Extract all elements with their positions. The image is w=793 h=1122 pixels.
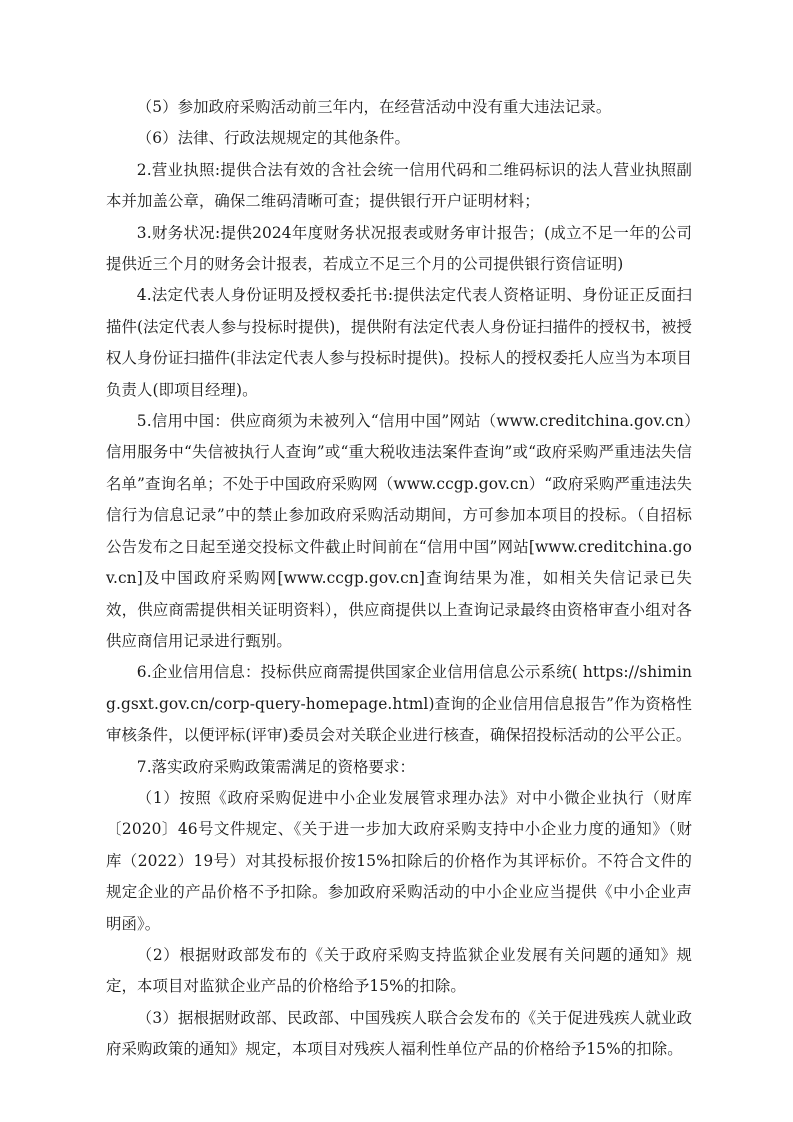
- paragraph-disabled-welfare: （3）据根据财政部、民政部、中国残疾人联合会发布的《关于促进残疾人就业政府采购政策的通知》规定，本项目对残疾人福利性单位产品的价格给予15%的扣除。: [106, 1008, 692, 1059]
- paragraph-sme-policy: （1）按照《政府采购促进中小企业发展管求理办法》对中小微企业执行（财库〔2020〕46号文件规定、《关于进一步加大政府采购支持中小企业力度的通知》（财库（2022）19号）对其投标报价按15%扣除后的价格作为其评标价。不符合文件的规定企业的产品价格不予扣除。参加政府采购活动的中小企业应当提供《中小企业声明函》。: [106, 788, 692, 933]
- paragraph-policy-heading: 7.落实政府采购政策需满足的资格要求：: [136, 757, 416, 776]
- paragraph-prison-enterprise: （2）根据财政部发布的《关于政府采购支持监狱企业发展有关问题的通知》规定，本项目对监狱企业产品的价格给予15%的扣除。: [106, 945, 692, 996]
- paragraph-legal-representative: 4.法定代表人身份证明及授权委托书:提供法定代表人资格证明、身份证正反面扫描件(法定代表人参与投标时提供)，提供附有法定代表人身份证扫描件的授权书，被授权人身份证扫描件(非法定代表人参与投标时提供)。投标人的授权委托人应当为本项目负责人(即项目经理)。: [106, 286, 692, 399]
- paragraph-financial-status: 3.财务状况:提供2024年度财务状况报表或财务审计报告；(成立不足一年的公司提供近三个月的财务会计报表，若成立不足三个月的公司提供银行资信证明): [106, 223, 692, 274]
- paragraph-business-license: 2.营业执照:提供合法有效的含社会统一信用代码和二维码标识的法人营业执照副本并加盖公章，确保二维码清晰可查；提供银行开户证明材料；: [106, 160, 692, 211]
- paragraph-other-conditions: （6）法律、行政法规规定的其他条件。: [136, 129, 411, 148]
- paragraph-enterprise-credit: 6.企业信用信息：投标供应商需提供国家企业信用信息公示系统( https://shiming.gsxt.gov.cn/corp-query-homepage.html)查询的企业信用信息报告”作为资格性审核条件，以便评标(评审)委员会对关联企业进行核查，确保招投标活动的公平公正。: [106, 663, 692, 745]
- document-body: [106, 92, 692, 1066]
- paragraph-credit-china: 5.信用中国：供应商须为未被列入“信用中国”网站（www.creditchina.gov.cn）信用服务中“失信被执行人查询”或“重大税收违法案件查询”或“政府采购严重违法失信名单”查询名单；不处于中国政府采购网（www.ccgp.gov.cn）“政府采购严重违法失信行为信息记录”中的禁止参加政府采购活动期间，方可参加本项目的投标。（自招标公告发布之日起至递交投标文件截止时间前在“信用中国”网站[www.creditchina.gov.cn]及中国政府采购网[www.ccgp.gov.cn]查询结果为准，如相关失信记录已失效，供应商需提供相关证明资料），供应商提供以上查询记录最终由资格审查小组对各供应商信用记录进行甄别。: [106, 412, 692, 650]
- paragraph-criminal-record: （5）参加政府采购活动前三年内，在经营活动中没有重大违法记录。: [136, 98, 612, 116]
